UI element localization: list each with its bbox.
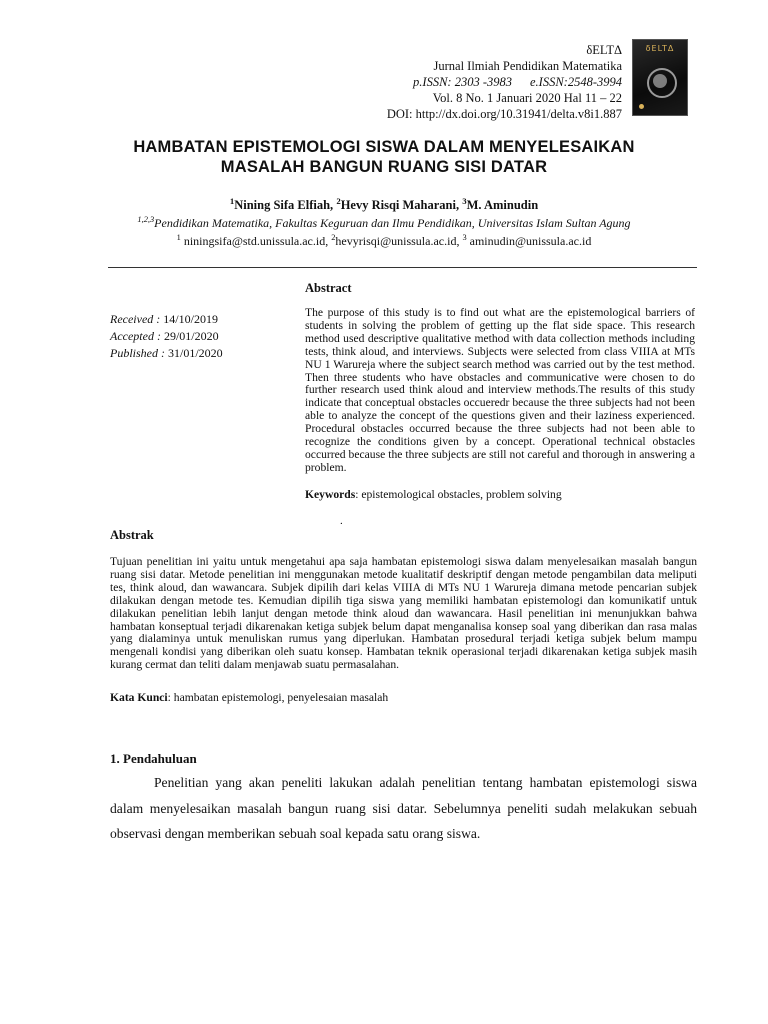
email-2[interactable]: hevyrisqi@unissula.ac.id, <box>335 234 463 248</box>
journal-cover-image <box>632 39 688 116</box>
accepted-date-row <box>110 328 223 345</box>
email-3[interactable]: aminudin@unissula.ac.id <box>466 234 592 248</box>
author-1-name: Nining Sifa Elfiah, <box>234 198 337 212</box>
paper-title-line-2: MASALAH BANGUN RUANG SISI DATAR <box>220 158 548 176</box>
article-dates <box>110 311 223 362</box>
paper-title-line-1: HAMBATAN EPISTEMOLOGI SISWA DALAM MENYELESAIKAN <box>133 138 635 156</box>
journal-short-name: δELTΔ <box>586 43 622 57</box>
header-divider <box>108 267 697 268</box>
section-body <box>110 770 697 847</box>
author-1-sup: 1 <box>229 195 235 206</box>
keywords-label: Keywords <box>305 488 356 501</box>
kata-kunci-line <box>110 691 388 704</box>
received-date: 14/10/2019 <box>163 312 218 326</box>
pissn: p.ISSN: 2303 -3983 <box>413 75 512 89</box>
affiliation-sup: 1,2,3 <box>137 215 155 224</box>
kata-kunci-values: : hambatan epistemologi, penyelesaian masalah <box>167 691 389 704</box>
received-label: Received : <box>110 312 164 326</box>
author-3-sup: 3 <box>462 195 467 206</box>
abstract-heading: Abstract <box>305 281 352 295</box>
eissn: e.ISSN:2548-3994 <box>530 75 622 89</box>
author-2-name: Hevy Risqi Maharani, <box>340 198 463 212</box>
author-3-name: M. Aminudin <box>466 198 539 212</box>
kata-kunci-label: Kata Kunci <box>110 691 168 704</box>
cover-logo-dot <box>639 104 644 109</box>
keywords-values: : epistemological obstacles, problem solving <box>355 488 562 501</box>
keywords-line <box>305 488 562 501</box>
email-2-sup: 2 <box>331 233 336 242</box>
section-heading: 1. Pendahuluan <box>110 751 197 766</box>
email-1[interactable]: niningsifa@std.unissula.ac.id, <box>180 234 332 248</box>
abstrak-heading: Abstrak <box>110 528 154 542</box>
received-date-row <box>110 311 223 328</box>
accepted-date: 29/01/2020 <box>163 329 219 343</box>
journal-header <box>387 42 622 122</box>
author-2-sup: 2 <box>336 195 341 206</box>
email-1-sup: 1 <box>176 233 181 242</box>
published-date-row <box>110 345 223 362</box>
volume-line: Vol. 8 No. 1 Januari 2020 Hal 11 – 22 <box>432 91 622 105</box>
accepted-label: Accepted : <box>110 329 164 343</box>
author-emails <box>0 234 768 249</box>
stray-dot: . <box>340 515 343 527</box>
abstrak-text: Tujuan penelitian ini yaitu untuk mengetahui apa saja hambatan epistemologi siswa dalam menyelesaikan masalah bangun ruang sisi datar. Metode penelitian ini menggunakan metode kualitatif deskriptif dengan metode pengambilan data meliputi tes, think aloud, dan wawancara. Subjek dipilih dari kelas VIIIA di MTs NU 1 Warureja dimana metode pencarian subjek dilakukan dengan metode tes. Kemudian dipilih tiga siswa yang memiliki hambatan epistemologi dan komunikatif untuk dilakukan penelitian lebih lanjut dengan metode think aloud dan wawancara. Hasil penelitian ini menunjukkan bahwa hambatan konseptual terjadi dikarenakan ketiga subjek belum dapat menganalisa konsep soal yang diberikan dan rasa malas yang dialaminya untuk menuliskan rumus yang diperlukan. Hambatan prosedural terjadi ketiga subjek belum mampu mengenali kondisi yang diberikan oleh suatu konsep. Hambatan teknik operasional terjadi dikarenakan ketiga subjek masih kurang cermat dan teliti dalam menjawab suatu permasalahan. <box>110 555 697 672</box>
paper-title <box>60 137 708 177</box>
doi-line[interactable]: DOI: http://dx.doi.org/10.31941/delta.v8i1.887 <box>386 107 622 121</box>
affiliation <box>0 216 768 231</box>
issn-line <box>387 74 622 90</box>
email-3-sup: 3 <box>462 233 467 242</box>
abstract-text: The purpose of this study is to find out what are the epistemological barriers of students in solving the problem of getting up the flat side space. This research method used descriptive qualitative method with data collection methods including tests, think aloud, and interviews. Subjects were selected from class VIIIA at MTs NU 1 Warureja where the subject search method was carried out by the test method. Then three students who have obstacles and communicative were chosen to do further research used think aloud and interview methods.The results of this study indicate that conceptual obstacles occueredr because the three subjects had not been able to analyze the concept of the questions given and their laziness experienced. Procedural obstacles occurred because the three subjects had not been able to recognize the conditions given by a concept. Operational technical obstacles occurred because the three subjects are still not careful and thorough in answering a problem. <box>305 306 695 474</box>
section-body-text: Penelitian yang akan peneliti lakukan adalah penelitian tentang hambatan epistemologi siswa dalam menyelesaikan masalah bangun ruang sisi datar. Sebelumnya peneliti sudah melakukan sebuah observasi dengan memberikan sebuah soal kepada satu orang siswa. <box>110 775 697 841</box>
affiliation-text: Pendidikan Matematika, Fakultas Keguruan dan Ilmu Pendidikan, Universitas Islam Sultan Agung <box>154 216 631 230</box>
cover-art-center <box>653 74 667 88</box>
journal-name: Jurnal Ilmiah Pendidikan Matematika <box>433 59 622 73</box>
cover-title: δELTΔ <box>645 44 675 53</box>
author-list <box>0 195 768 213</box>
published-date: 31/01/2020 <box>168 346 223 360</box>
published-label: Published : <box>110 346 168 360</box>
